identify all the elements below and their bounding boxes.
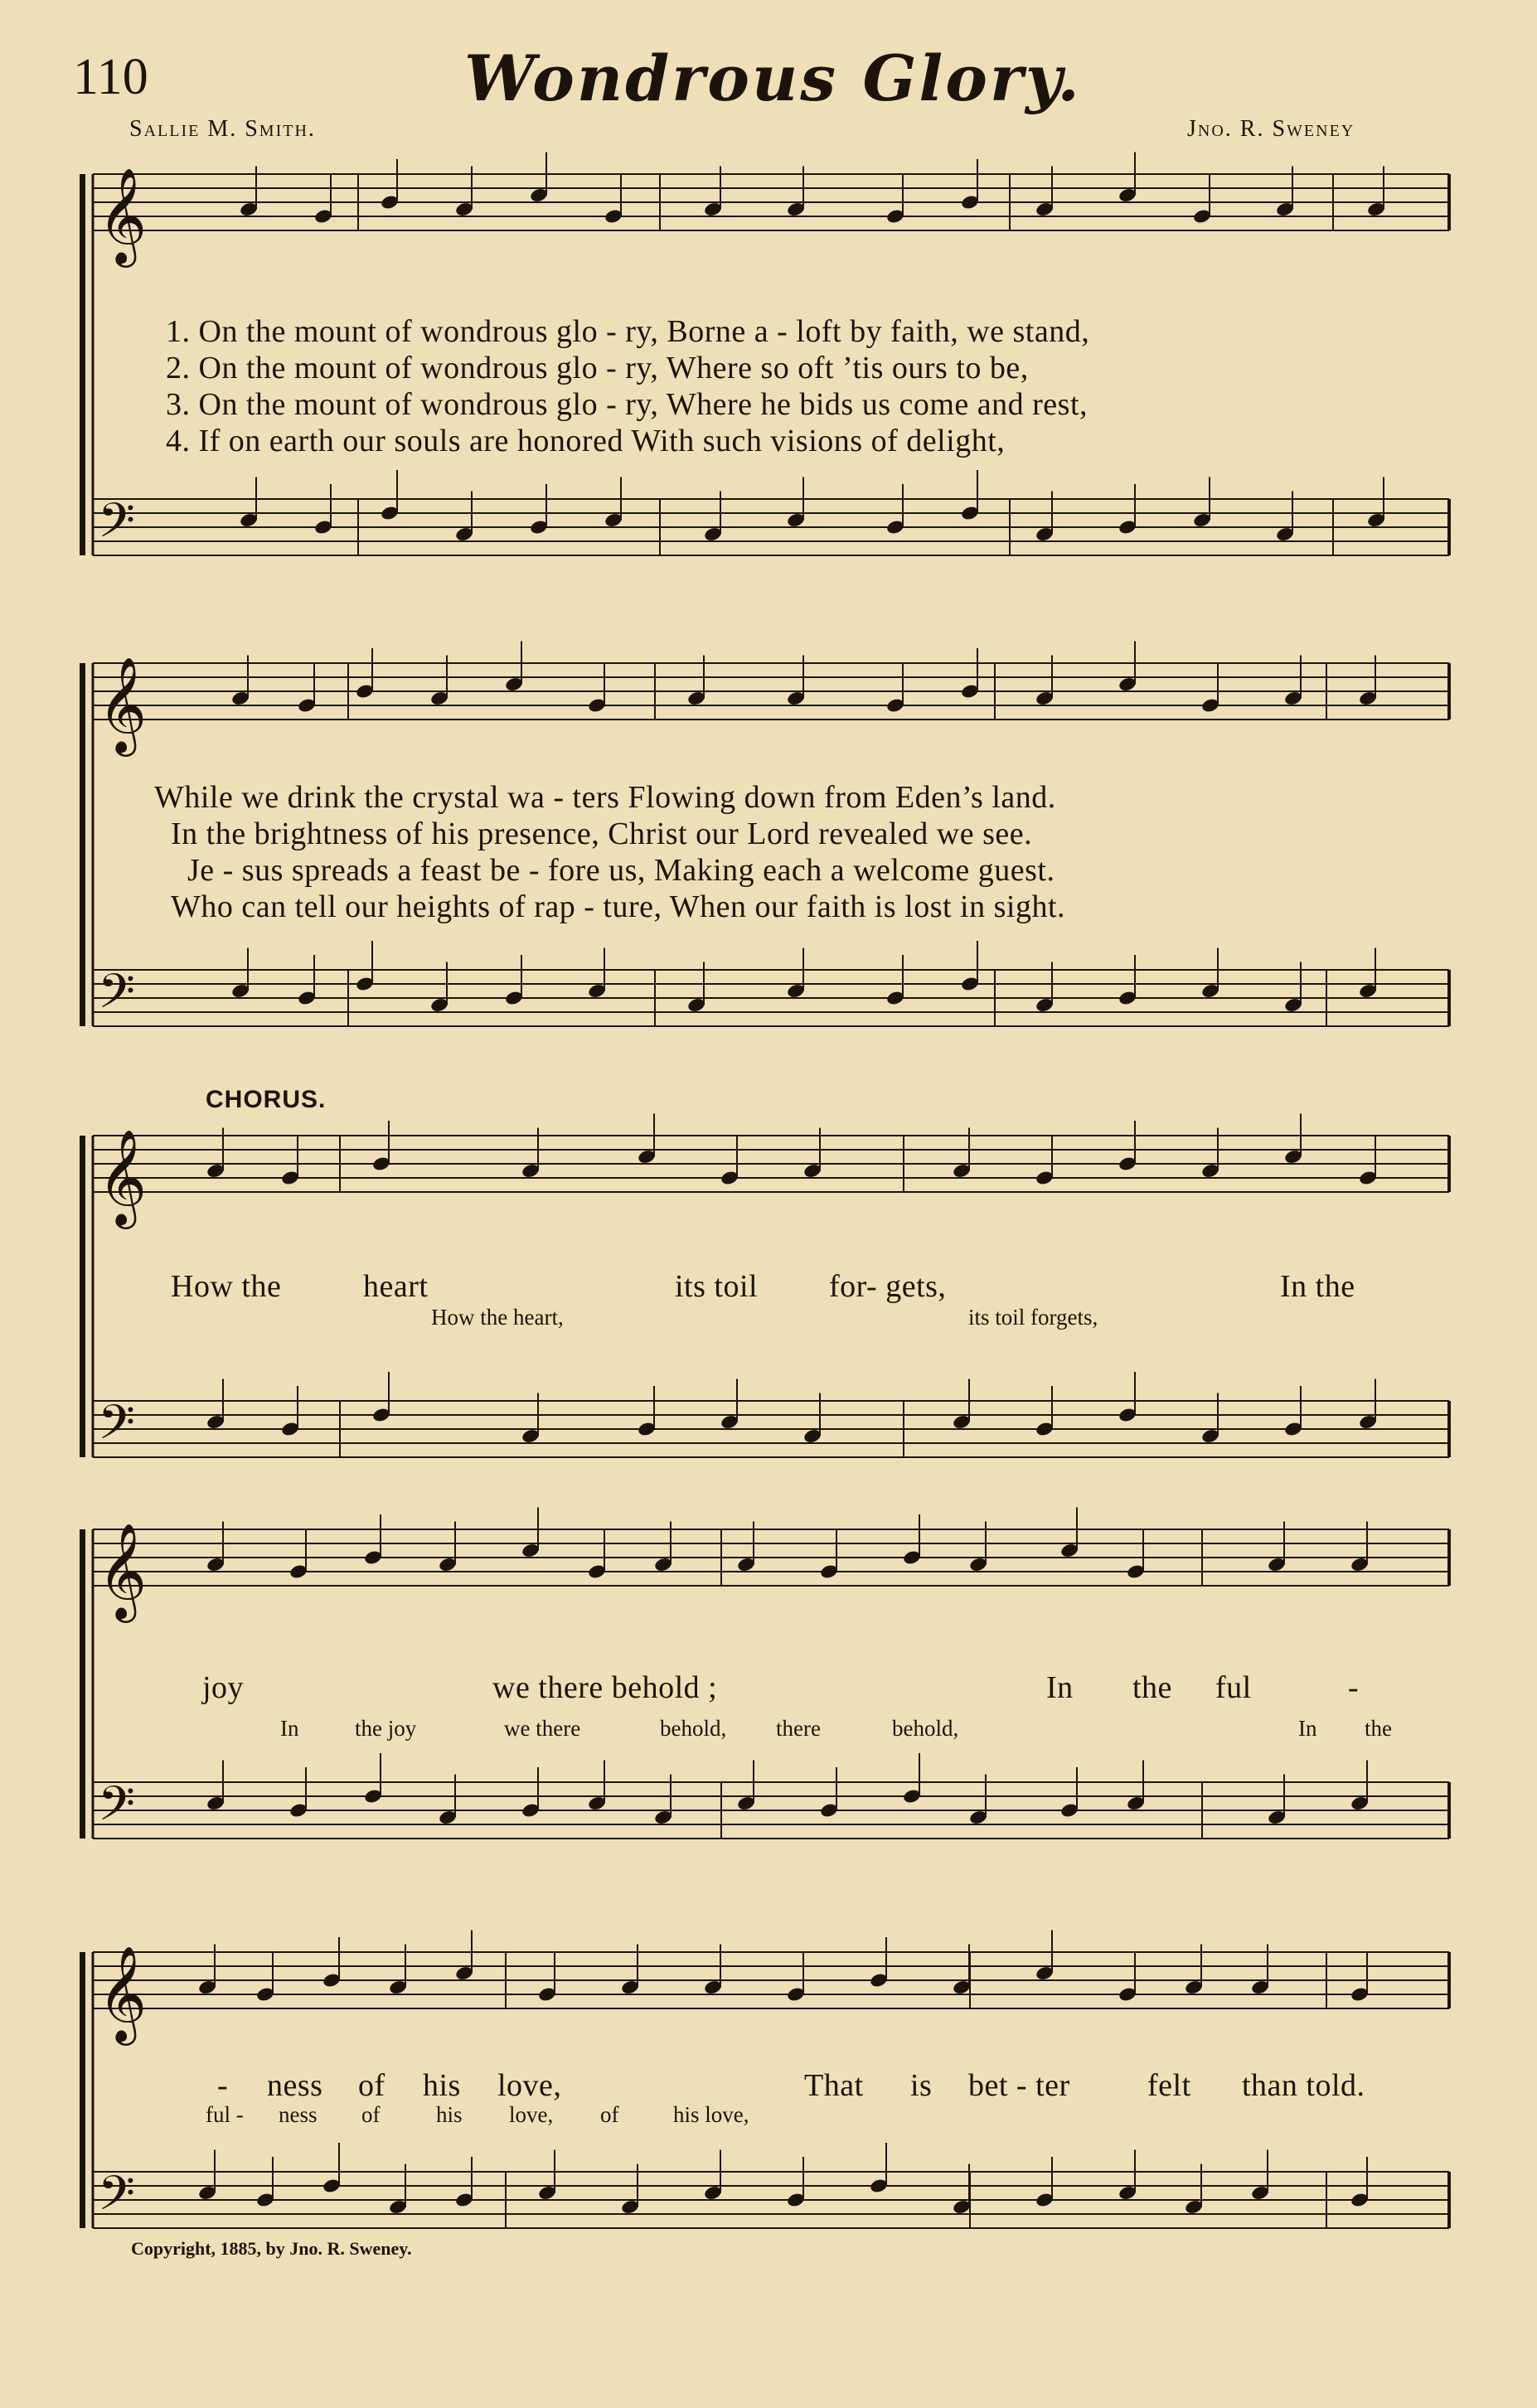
chorus-1-word: its toil: [675, 1269, 759, 1304]
chorus-3-word: felt: [1147, 2068, 1191, 2103]
system-brace: [80, 174, 85, 555]
chorus-1-word: How the: [171, 1269, 282, 1304]
chorus-2-echo: the joy: [355, 1716, 417, 1741]
chorus-3-word: love,: [497, 2068, 562, 2103]
chorus-3-echo: his love,: [673, 2102, 749, 2127]
chorus-2-word: -: [1348, 1670, 1360, 1705]
chorus-2-echo: In: [1298, 1716, 1317, 1741]
chorus-2-echo: behold,: [892, 1716, 959, 1741]
chorus-1-word: heart: [363, 1269, 429, 1304]
chorus-1-word: In the: [1280, 1269, 1355, 1304]
chorus-3-word: is: [910, 2068, 933, 2103]
bass-clef-icon: 𝄢: [98, 492, 136, 560]
chorus-2-word: ful: [1215, 1670, 1252, 1705]
chorus-3-word: than told.: [1242, 2068, 1365, 2103]
bass-clef-icon: 𝄢: [98, 963, 136, 1031]
chorus-3-word: of: [358, 2068, 385, 2103]
treble-clef-icon: 𝄞: [98, 1522, 148, 1619]
verse-1-line-1: 1. On the mount of wondrous glo - ry, Borne a - loft by faith, we stand,: [166, 314, 1090, 349]
verse-3-line-1: 3. On the mount of wondrous glo - ry, Where he bids us come and rest,: [166, 387, 1089, 422]
chorus-1-echo: its toil forgets,: [968, 1305, 1098, 1330]
system-brace: [80, 1529, 85, 1839]
chorus-3-word: -: [217, 2068, 229, 2103]
bass-clef-icon: 𝄢: [98, 1776, 136, 1844]
chorus-2-word: joy: [202, 1670, 245, 1705]
chorus-2-word: the: [1132, 1670, 1172, 1705]
lyricist-credit: Sallie M. Smith.: [129, 116, 316, 142]
chorus-1-word: for- gets,: [829, 1269, 947, 1304]
chorus-3-echo: love,: [509, 2102, 554, 2127]
chorus-3-word: ness: [267, 2068, 323, 2103]
chorus-2-echo: In: [280, 1716, 299, 1741]
system-brace: [80, 1136, 85, 1457]
hymn-title: Wondrous Glory.: [464, 41, 1082, 115]
chorus-2-echo: we there: [504, 1716, 581, 1741]
chorus-2-echo: the: [1365, 1716, 1392, 1741]
system-brace: [80, 1952, 85, 2228]
treble-clef-icon: 𝄞: [98, 1128, 148, 1225]
chorus-2-word: In: [1046, 1670, 1074, 1705]
verse-2-line-2: In the brightness of his presence, Christ our Lord revealed we see.: [171, 816, 1033, 851]
chorus-3-word: his: [423, 2068, 461, 2103]
treble-clef-icon: 𝄞: [98, 656, 148, 753]
chorus-3-echo: ful -: [206, 2102, 244, 2127]
chorus-label: CHORUS.: [206, 1086, 327, 1113]
chorus-3-echo: ness: [279, 2102, 318, 2127]
verse-4-line-2: Who can tell our heights of rap - ture, When our faith is lost in sight.: [171, 889, 1066, 924]
page-number: 110: [73, 49, 148, 105]
verse-3-line-2: Je - sus spreads a feast be - fore us, Making each a welcome guest.: [187, 853, 1055, 888]
bass-clef-icon: 𝄢: [98, 1394, 136, 1462]
composer-credit: Jno. R. Sweney: [1187, 116, 1355, 142]
chorus-2-echo: behold,: [660, 1716, 727, 1741]
chorus-3-word: bet - ter: [968, 2068, 1070, 2103]
verse-1-line-2: While we drink the crystal wa - ters Flowing down from Eden’s land.: [154, 780, 1056, 815]
system-brace: [80, 663, 85, 1026]
copyright-notice: Copyright, 1885, by Jno. R. Sweney.: [131, 2238, 412, 2259]
chorus-3-word: That: [804, 2068, 864, 2103]
chorus-1-echo: How the heart,: [431, 1305, 564, 1330]
chorus-3-echo: of: [600, 2102, 619, 2127]
bass-clef-icon: 𝄢: [98, 2165, 136, 2233]
chorus-3-echo: of: [361, 2102, 381, 2127]
chorus-2-echo: there: [776, 1716, 821, 1741]
verse-4-line-1: 4. If on earth our souls are honored With such visions of delight,: [166, 424, 1006, 458]
verse-2-line-1: 2. On the mount of wondrous glo - ry, Where so oft ’tis ours to be,: [166, 351, 1029, 385]
chorus-2-word: we there behold ;: [492, 1670, 718, 1705]
treble-clef-icon: 𝄞: [98, 167, 148, 264]
chorus-3-echo: his: [436, 2102, 463, 2127]
treble-clef-icon: 𝄞: [98, 1945, 148, 2042]
